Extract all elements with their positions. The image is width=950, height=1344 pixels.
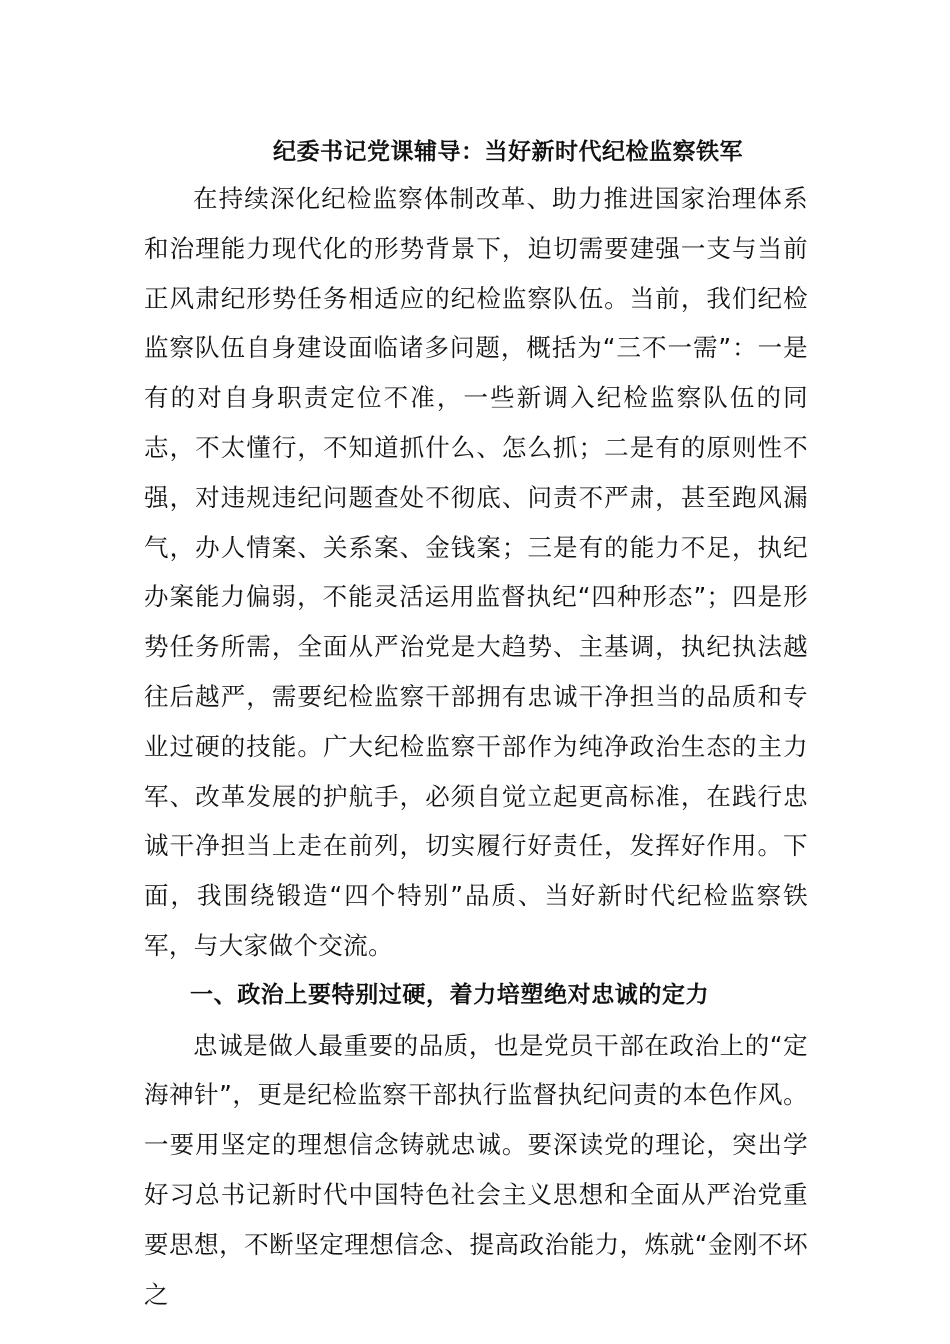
section-heading: 一、政治上要特别过硬，着力培塑绝对忠诚的定力 xyxy=(190,981,710,1008)
section-paragraph: 忠诚是做人最重要的品质，也是党员干部在政治上的“定海神针”，更是纪检监察干部执行监督执纪问责的本色作风。一要用坚定的理想信念铸就忠诚。要深读党的理论，突出学好习总书记新时代中国特色社会主义思想和全面从严治党重要思想，不断坚定理想信念、提高政治能力，炼就“金刚不坏之 xyxy=(144,1030,808,1309)
document-page xyxy=(144,130,808,1319)
document-title: 纪委书记党课辅导：当好新时代纪检监察铁军 xyxy=(273,139,743,165)
intro-paragraph: 在持续深化纪检监察体制改革、助力推进国家治理体系和治理能力现代化的形势背景下，迫切需要建强一支与当前正风肃纪形势任务相适应的纪检监察队伍。当前，我们纪检监察队伍自身建设面临诸多问题，概括为“三不一需”：一是有的对自身职责定位不准，一些新调入纪检监察队伍的同志，不太懂行，不知道抓什么、怎么抓；二是有的原则性不强，对违规违纪问题查处不彻底、问责不严肃，甚至跑风漏气，办人情案、关系案、金钱案；三是有的能力不足，执纪办案能力偏弱，不能灵活运用监督执纪“四种形态”；四是形势任务所需，全面从严治党是大趋势、主基调，执纪执法越往后越严，需要纪检监察干部拥有忠诚干净担当的品质和专业过硬的技能。广大纪检监察干部作为纯净政治生态的主力军、改革发展的护航手，必须自觉立起更高标准，在践行忠诚干净担当上走在前列，切实履行好责任，发挥好作用。下面，我围绕锻造“四个特别”品质、当好新时代纪检监察铁军，与大家做个交流。 xyxy=(144,184,808,960)
